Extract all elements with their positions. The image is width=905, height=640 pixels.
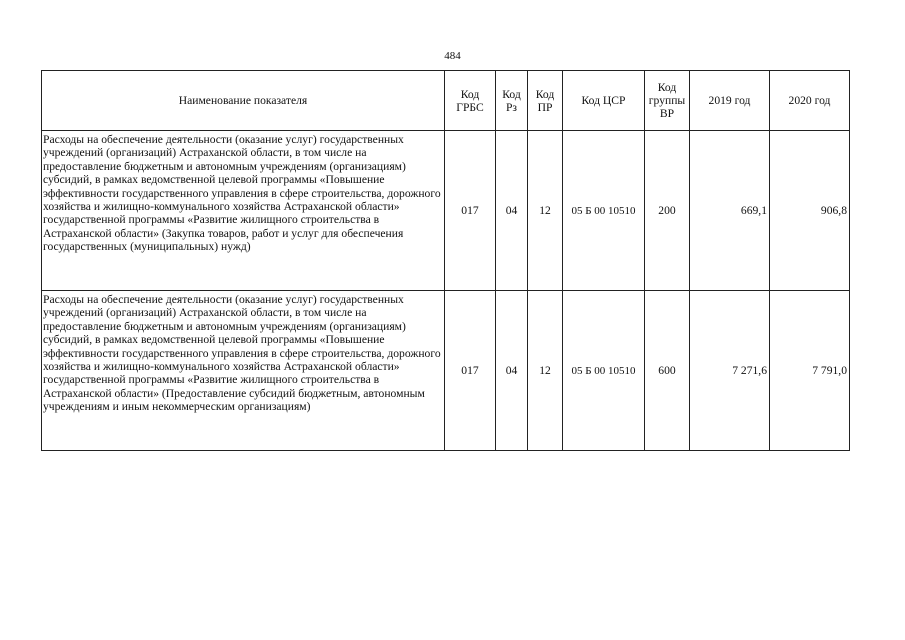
row-grbs-cell: 017	[445, 291, 496, 451]
row-grbs-cell: 017	[445, 131, 496, 291]
row-vr-cell: 200	[645, 131, 690, 291]
row-csr-cell: 05 Б 00 10510	[563, 131, 645, 291]
row-2019-cell: 7 271,6	[690, 291, 770, 451]
row-2020-cell: 906,8	[770, 131, 850, 291]
row-pr-cell: 12	[528, 291, 563, 451]
table-row	[42, 131, 850, 291]
header-grbs: Код ГРБС	[445, 71, 496, 131]
page-number: 484	[444, 50, 461, 62]
row-rz-cell: 04	[496, 131, 528, 291]
row-pr-cell: 12	[528, 131, 563, 291]
header-2020: 2020 год	[770, 71, 850, 131]
row-rz-cell: 04	[496, 291, 528, 451]
row-2020-cell: 7 791,0	[770, 291, 850, 451]
row-csr-cell: 05 Б 00 10510	[563, 291, 645, 451]
header-name: Наименование показателя	[42, 71, 445, 131]
row-name-cell: Расходы на обеспечение деятельности (оказание услуг) государственных учреждений (организаций) Астраханской области, в том числе на предоставление бюджетным и автономным учреждениям (организациям) субсидий, в рамках ведомственной целевой программы «Повышение эффективности государственного управления в сфере строительства, дорожного хозяйства и жилищно-коммунального хозяйства Астраханской области» государственной программы «Развитие жилищного строительства в Астраханской области» (Закупка товаров, работ и услуг для обеспечения государственных (муниципальных) нужд)	[42, 131, 445, 291]
table-header-row	[42, 71, 850, 131]
table-row	[42, 291, 850, 451]
header-csr: Код ЦСР	[563, 71, 645, 131]
row-2019-cell: 669,1	[690, 131, 770, 291]
row-vr-cell: 600	[645, 291, 690, 451]
header-2019: 2019 год	[690, 71, 770, 131]
header-vr: Код группы ВР	[645, 71, 690, 131]
row-name-cell: Расходы на обеспечение деятельности (оказание услуг) государственных учреждений (организаций) Астраханской области, в том числе на предоставление бюджетным и автономным учреждениям (организациям) субсидий, в рамках ведомственной целевой программы «Повышение эффективности государственного управления в сфере строительства, дорожного хозяйства и жилищно-коммунального хозяйства Астраханской области» государственной программы «Развитие жилищного строительства в Астраханской области» (Предоставление субсидий бюджетным, автономным учреждениям и иным некоммерческим организациям)	[42, 291, 445, 451]
budget-table	[41, 70, 850, 451]
header-pr: Код ПР	[528, 71, 563, 131]
header-rz: Код Рз	[496, 71, 528, 131]
